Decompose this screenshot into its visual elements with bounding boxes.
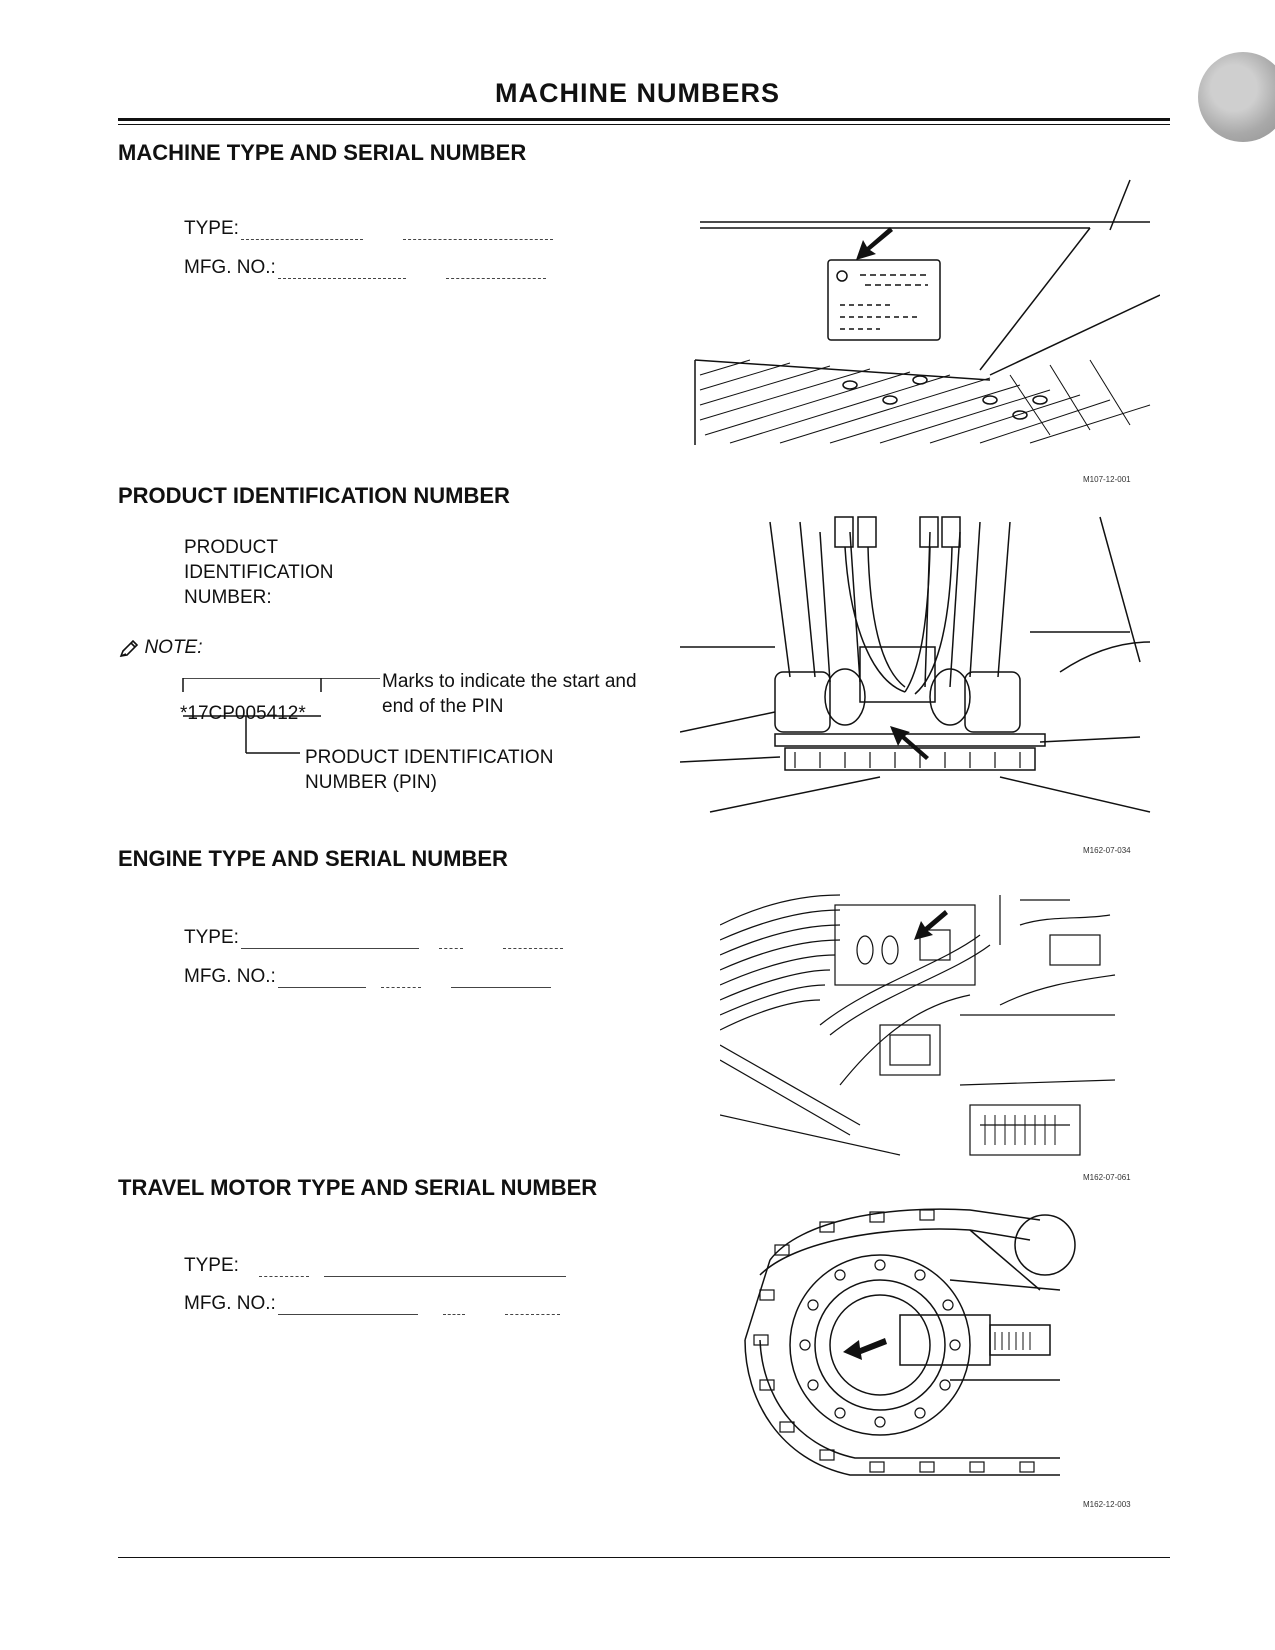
machine-plate-illustration (690, 175, 1160, 455)
engine-plate-illustration (720, 885, 1120, 1165)
engine-section-heading: ENGINE TYPE AND SERIAL NUMBER (118, 846, 508, 871)
travel-motor-type-label: TYPE: (184, 1255, 239, 1276)
pin-field-line-1: PRODUCT (184, 537, 278, 558)
header-rule (118, 118, 1170, 121)
pin-number-text-1: PRODUCT IDENTIFICATION (305, 747, 554, 768)
engine-type-field (184, 927, 563, 949)
engine-mfg-label: MFG. NO.: (184, 966, 276, 987)
engine-type-label: TYPE: (184, 927, 239, 948)
machine-type-field (184, 218, 553, 240)
pin-field-line-3 (184, 585, 272, 610)
figure-caption-4: M162-12-003 (1083, 1500, 1131, 1509)
pin-marks-text-2: end of the PIN (382, 696, 504, 717)
travel-motor-illustration (740, 1200, 1080, 1490)
pin-section-heading: PRODUCT IDENTIFICATION NUMBER (118, 483, 510, 508)
machine-mfg-label: MFG. NO.: (184, 257, 276, 278)
page-title: MACHINE NUMBERS (495, 78, 780, 108)
pencil-icon (118, 638, 140, 660)
section-tab-marker (1198, 52, 1275, 142)
travel-motor-mfg-label: MFG. NO.: (184, 1293, 276, 1314)
pin-location-illustration (680, 512, 1160, 832)
note-label: NOTE: (144, 637, 203, 658)
footer-rule (118, 1557, 1170, 1558)
machine-section-heading: MACHINE TYPE AND SERIAL NUMBER (118, 140, 527, 165)
figure-caption-3: M162-07-061 (1083, 1173, 1131, 1182)
travel-motor-type-field (184, 1255, 566, 1277)
pin-marks-text-1: Marks to indicate the start and (382, 671, 637, 692)
pin-example: *17CP005412* (180, 703, 306, 724)
arrow-icon (914, 910, 948, 940)
note-block (118, 637, 203, 660)
arrow-icon (890, 726, 929, 760)
machine-type-label: TYPE: (184, 218, 239, 239)
machine-mfg-field (184, 257, 546, 279)
header-rule-thin (118, 124, 1170, 125)
pin-field-line-2: IDENTIFICATION (184, 562, 334, 583)
figure-caption-1: M107-12-001 (1083, 475, 1131, 484)
travel-motor-mfg-field (184, 1293, 560, 1315)
engine-mfg-field (184, 966, 551, 988)
pin-field-label: NUMBER: (184, 587, 272, 608)
travel-motor-section-heading: TRAVEL MOTOR TYPE AND SERIAL NUMBER (118, 1175, 598, 1200)
figure-caption-2: M162-07-034 (1083, 846, 1131, 855)
arrow-icon (843, 1338, 887, 1360)
pin-number-text-2: NUMBER (PIN) (305, 772, 437, 793)
arrow-icon (856, 227, 893, 260)
